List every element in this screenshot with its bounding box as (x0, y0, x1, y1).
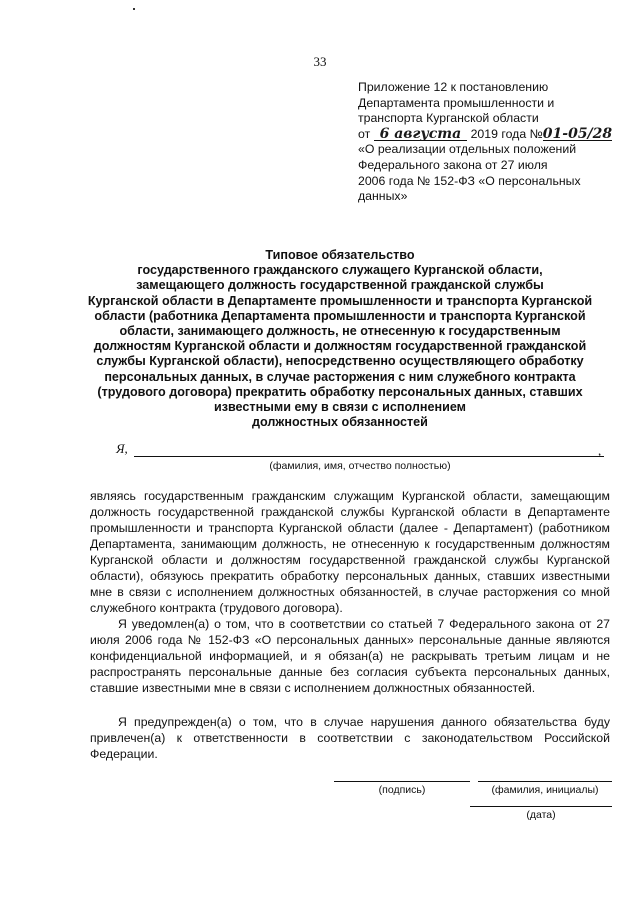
title-line: должностям Курганской области и должностям государственной гражданской (93, 339, 587, 354)
title-line: государственного гражданского служащего Курганской области, (137, 263, 543, 278)
header-subject-line: 2006 года № 152-ФЗ «О персональных (358, 173, 581, 188)
signature-caption: (подпись) (378, 784, 426, 796)
date-block (470, 806, 612, 821)
body-paragraph-3: Я предупрежден(а) о том, что в случае нарушения данного обязательства буду привлечен(а) к ответственности в соответствии с законодательством Российской Федерации. (90, 715, 610, 761)
page-number: 33 (313, 54, 327, 69)
header-line: транспорта Курганской области (358, 111, 539, 126)
title-line: замещающего должность государственной гражданской службы (136, 278, 544, 293)
handwritten-date: 6 августа (374, 128, 468, 141)
title-line: Типовое обязательство (265, 248, 415, 262)
name-caption: (фамилия, имя, отчество полностью) (269, 460, 451, 472)
date-prefix: от (358, 126, 371, 141)
name-comma: , (598, 443, 602, 458)
title-line: службы Курганской области), непосредственно осуществляющего обработку (96, 354, 584, 369)
title-line: Курганской области в Департаменте промышленности и транспорта Курганской (87, 293, 593, 308)
header-line: Приложение 12 к постановлению (358, 80, 549, 94)
handwritten-number: 01-05/28 (542, 125, 613, 142)
header-line: Департамента промышленности и (358, 95, 555, 110)
header-subject-line: «О реализации отдельных положений (358, 142, 577, 157)
title-line: персональных данных, в случае расторжения с ним служебного контракта (104, 369, 576, 384)
date-suffix: 2019 года № (470, 126, 543, 141)
full-name-field (116, 441, 606, 457)
title-line: (трудового договора) прекратить обработку персональных данных, ставших (97, 384, 583, 399)
obligation-body (90, 488, 610, 762)
name-underline (134, 456, 604, 457)
body-paragraph-2: Я уведомлен(а) о том, что в соответствии со статьей 7 Федерального закона от 27 июля 2006 года № 152-ФЗ «О персональных данных» персональные данные являются конфиденциальной информацией, и я обязан(а) не раскрывать третьим лицам и не распространять персональные данные без согласия субъекта персональных данных, ставшие известными мне в связи с исполнением должностных обязанностей. (90, 617, 610, 695)
name-initials-block (478, 781, 612, 796)
title-line: известными ему в связи с исполнением (213, 400, 467, 415)
title-line: должностных обязанностей (252, 415, 428, 430)
signature-block (334, 781, 470, 796)
scan-speck (133, 8, 135, 10)
name-initials-line (478, 781, 612, 782)
signature-line (334, 781, 470, 782)
body-paragraph-1: являясь государственным гражданским служащим Курганской области, замещающим должность государственной гражданской службы Курганской области в Департаменте промышленности и транспорта Курганской области (далее - Департамент) (работником Департамента, занимающим должность, не отнесенную к государственным должностям Курганской области и должностям государственной гражданской службы Курганской области), обязуюсь прекратить обработку персональных данных, ставших известными мне в связи с исполнением должностных обязанностей, в случае расторжения со мной служебного контракта (трудового договора). (90, 489, 610, 615)
date-line (470, 806, 612, 807)
header-subject-line: Федерального закона от 27 июля (358, 157, 548, 172)
document-title (60, 248, 620, 430)
title-line: области (работника Департамента промышленности и транспорта Курганской (94, 308, 586, 323)
header-date-line (358, 127, 628, 143)
appendix-header (358, 80, 628, 205)
header-subject-line: данных» (358, 189, 408, 204)
date-caption: (дата) (526, 809, 556, 821)
name-prefix: Я, (116, 441, 128, 456)
name-initials-caption: (фамилия, инициалы) (491, 784, 599, 796)
title-line: области, занимающего должность, не отнесенную к государственным (119, 324, 561, 339)
